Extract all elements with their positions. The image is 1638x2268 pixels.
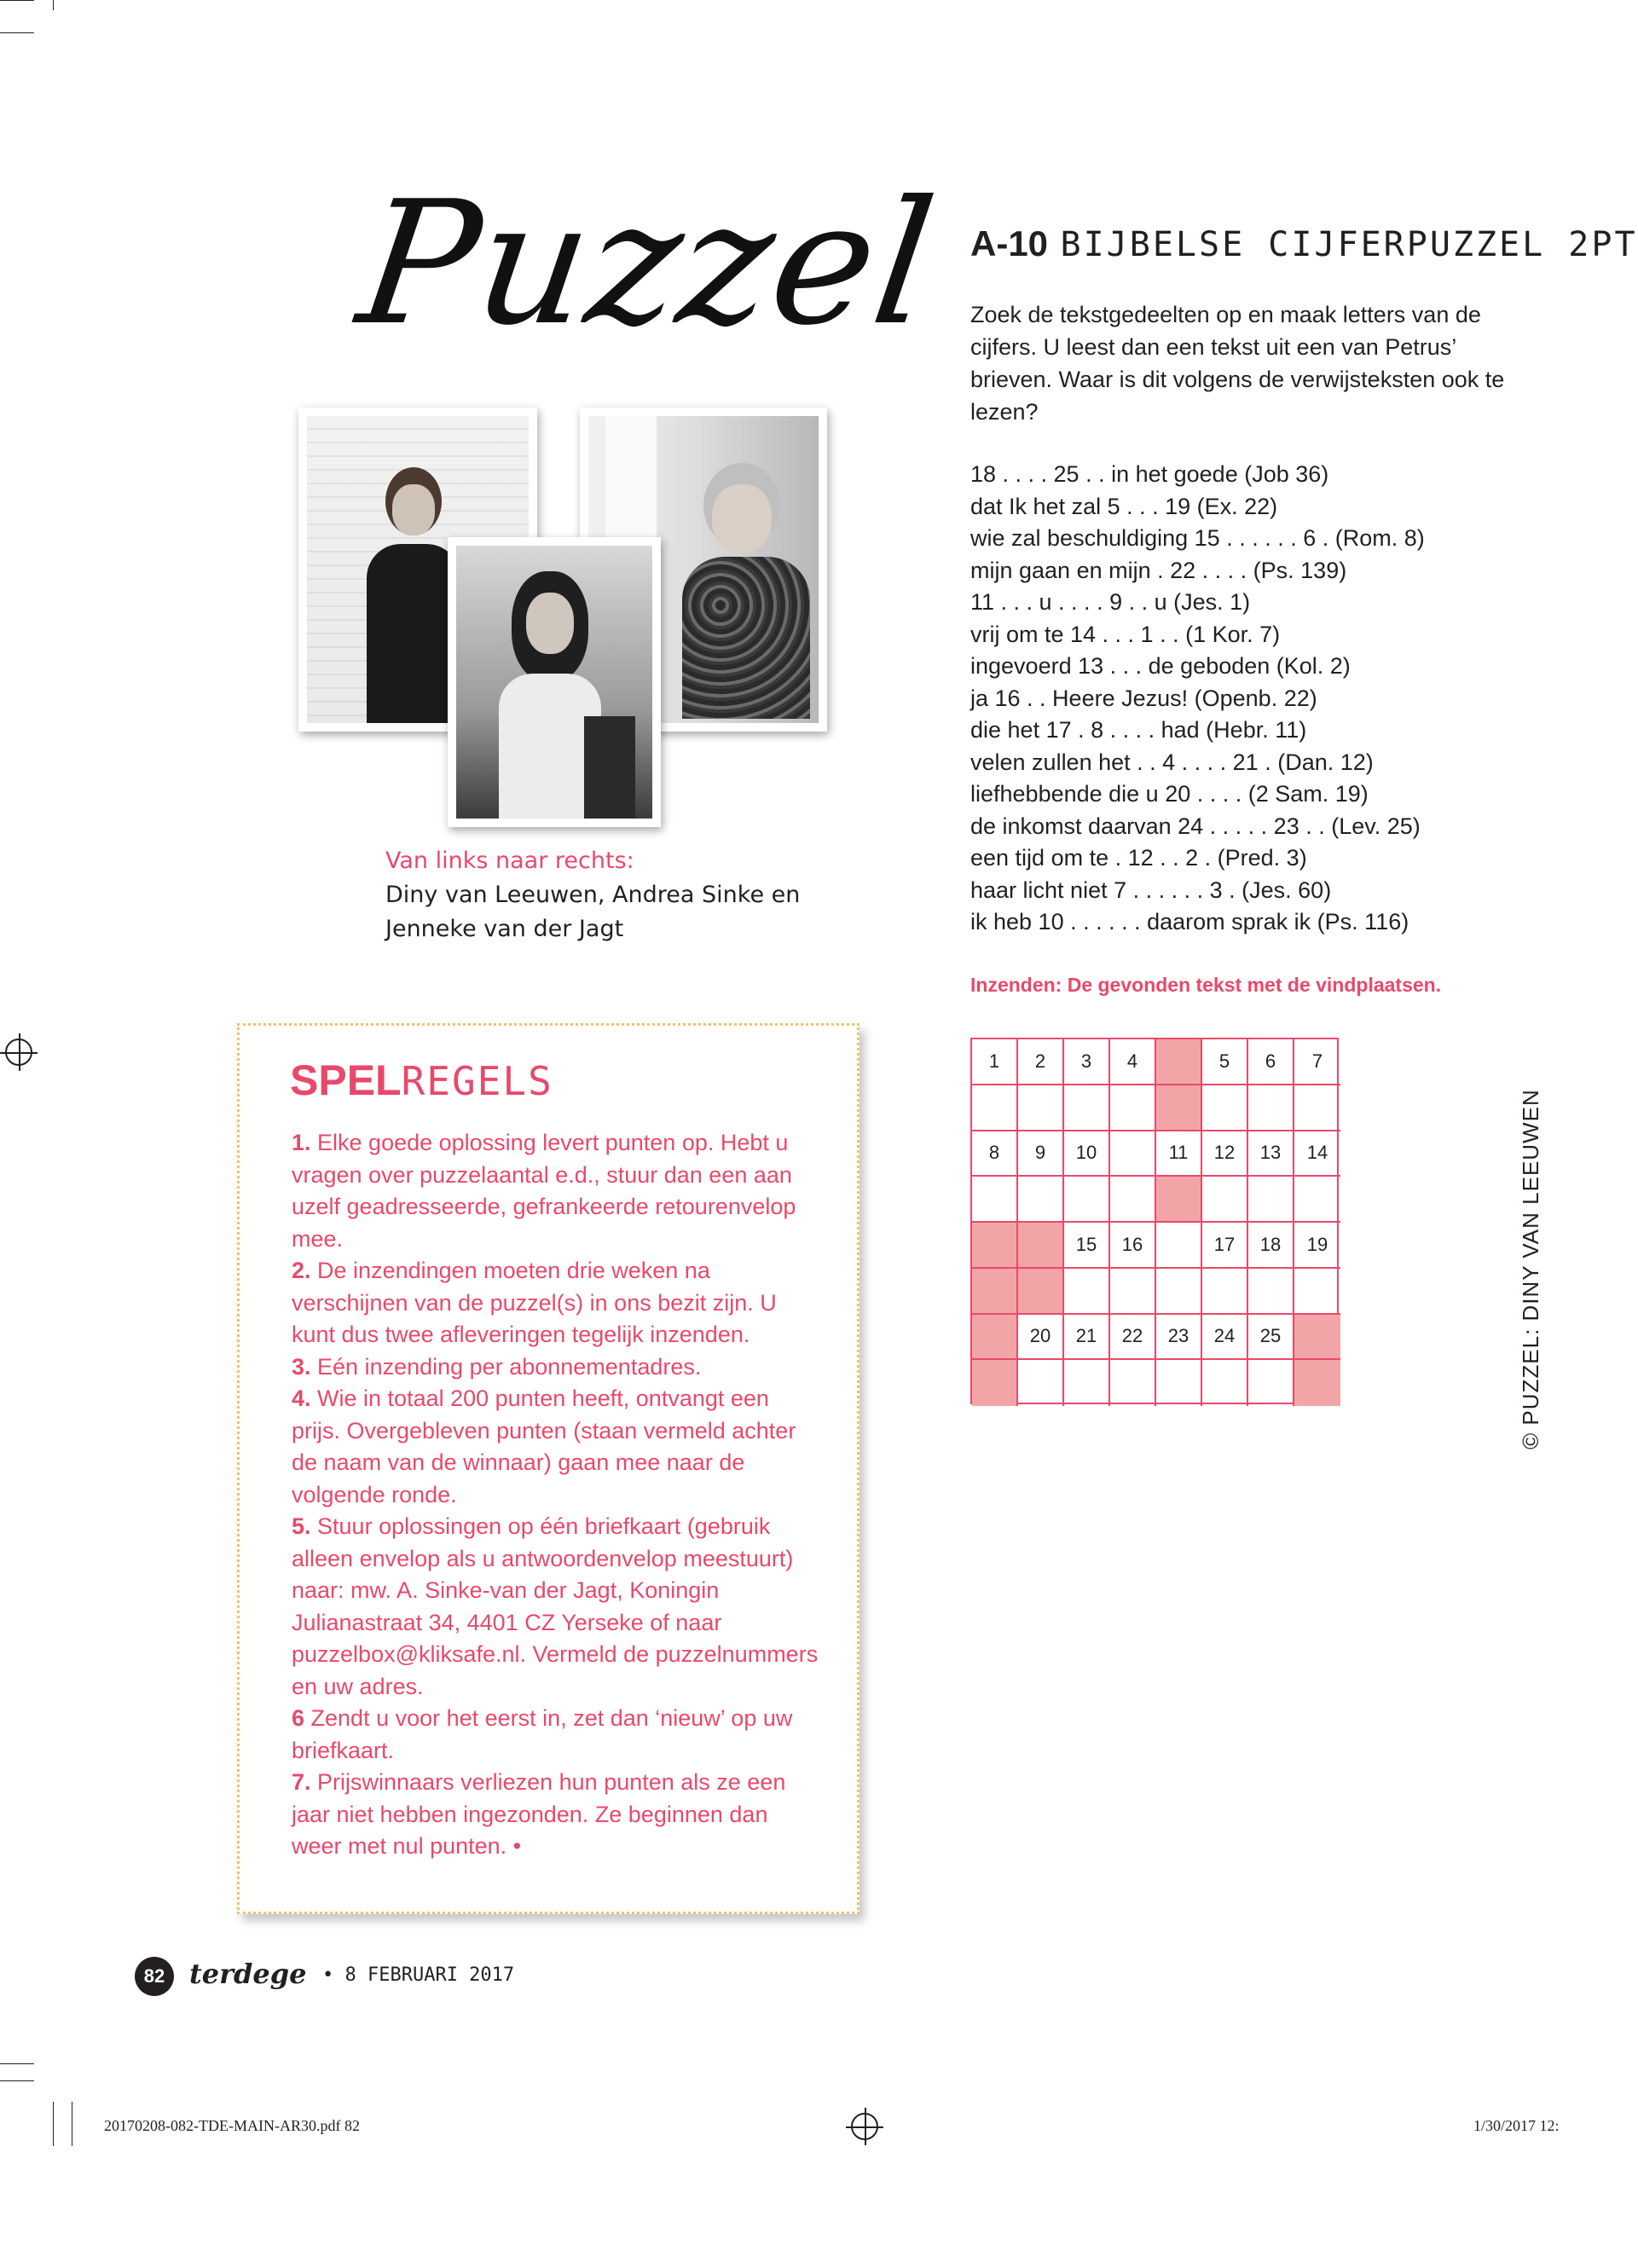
rule-text: Wie in totaal 200 punten heeft, ontvangt een prijs. Overgebleven punten (staan vermeld achter de naam van de winnaar) gaan mee naar de volgende ronde. xyxy=(292,1386,796,1507)
grid-cell: 20 xyxy=(1018,1315,1064,1361)
clue-line: de inkomst daarvan 24 . . . . . 23 . . (Lev. 25) xyxy=(970,813,1421,839)
rule-item xyxy=(292,1383,820,1511)
grid-cell xyxy=(972,1177,1018,1223)
page-title: Puzzel xyxy=(348,165,946,363)
clue-line: vrij om te 14 . . . 1 . . (1 Kor. 7) xyxy=(970,621,1281,647)
rules-list xyxy=(292,1127,820,1863)
grid-cell xyxy=(1248,1085,1294,1131)
grid-cell: 12 xyxy=(1202,1131,1248,1177)
grid-cell: 5 xyxy=(1202,1039,1248,1085)
grid-cell: 18 xyxy=(1248,1223,1294,1269)
rule-item xyxy=(292,1703,820,1767)
crop-mark xyxy=(53,0,54,10)
rule-item xyxy=(292,1511,820,1703)
crop-mark xyxy=(53,2102,54,2146)
clue-line: mijn gaan en mijn . 22 . . . . (Ps. 139) xyxy=(970,557,1347,583)
puzzle-grid xyxy=(970,1038,1339,1404)
grid-cell xyxy=(1156,1269,1202,1315)
rule-item xyxy=(292,1767,820,1863)
grid-cell xyxy=(1110,1177,1156,1223)
rule-text: De inzendingen moeten drie weken na verschijnen van de puzzel(s) in ons bezit zijn. U kunt dus twee afleveringen tegelijk inzenden. xyxy=(292,1258,777,1347)
grid-cell-shaded xyxy=(1156,1177,1202,1223)
grid-cell xyxy=(1248,1269,1294,1315)
grid-cell: 8 xyxy=(972,1131,1018,1177)
grid-cell xyxy=(1018,1360,1064,1406)
crop-mark xyxy=(0,2063,34,2064)
crop-mark xyxy=(0,2080,34,2081)
puzzle-name: BIJBELSE CIJFERPUZZEL 2PT xyxy=(1060,225,1638,264)
grid-cell xyxy=(1064,1085,1110,1131)
photo-person xyxy=(367,467,460,723)
grid-cell xyxy=(1294,1085,1340,1131)
rule-text: Zendt u voor het eerst in, zet dan ‘nieuw’ op uw briefkaart. xyxy=(292,1705,793,1763)
rule-text: Elke goede oplossing levert punten op. Hebt u vragen over puzzelaantal e.d., stuur dan een aan uzelf geadresseerde, gefrankeerde retourenvelop mee. xyxy=(292,1130,796,1252)
grid-cell-shaded xyxy=(972,1269,1018,1315)
grid-cell: 19 xyxy=(1294,1223,1340,1269)
grid-cell xyxy=(1248,1177,1294,1223)
grid-cell: 14 xyxy=(1294,1131,1340,1177)
grid-cell xyxy=(1064,1269,1110,1315)
grid-cell xyxy=(1202,1360,1248,1406)
grid-cell: 4 xyxy=(1110,1039,1156,1085)
rule-number: 3. xyxy=(292,1353,311,1380)
grid-cell xyxy=(1110,1360,1156,1406)
clue-line: wie zal beschuldiging 15 . . . . . . 6 . (Rom. 8) xyxy=(970,525,1425,551)
photo-person xyxy=(482,571,627,819)
photo-caption xyxy=(385,844,829,946)
grid-cell xyxy=(1110,1269,1156,1315)
clue-line: 18 . . . . 25 . . in het goede (Job 36) xyxy=(970,461,1329,487)
grid-cell: 11 xyxy=(1156,1131,1202,1177)
grid-cell xyxy=(1156,1360,1202,1406)
clue-line: 11 . . . u . . . . 9 . . u (Jes. 1) xyxy=(970,589,1251,615)
rules-title-light: REGELS xyxy=(401,1058,553,1104)
grid-cell: 6 xyxy=(1248,1039,1294,1085)
grid-cell: 24 xyxy=(1202,1315,1248,1361)
grid-cell-shaded xyxy=(1018,1223,1064,1269)
grid-cell: 22 xyxy=(1110,1315,1156,1361)
grid-cell-shaded xyxy=(972,1315,1018,1361)
grid-cell: 9 xyxy=(1018,1131,1064,1177)
grid-cell: 3 xyxy=(1064,1039,1110,1085)
rule-item xyxy=(292,1255,820,1351)
grid-cell xyxy=(1018,1177,1064,1223)
clue-line: een tijd om te . 12 . . 2 . (Pred. 3) xyxy=(970,845,1307,871)
rule-text: Prijswinnaars verliezen hun punten als ze een jaar niet hebben ingezonden. Ze beginnen dan weer met nul punten. • xyxy=(292,1769,786,1859)
clue-line: ik heb 10 . . . . . . daarom sprak ik (Ps. 116) xyxy=(970,909,1409,934)
rules-title xyxy=(290,1056,553,1105)
rule-text: Stuur oplossingen op één briefkaart (gebruik alleen envelop als u antwoordenvelop meestuurt) naar: mw. A. Sinke-van der Jagt, Koningin Julianastraat 34, 4401 CZ Yerseke of naar puzzelbox@kliksafe.nl. Vermeld de puzzelnummers en uw adres. xyxy=(292,1513,819,1699)
grid-cell: 7 xyxy=(1294,1039,1340,1085)
grid-cell-shaded xyxy=(1294,1360,1340,1406)
submit-instructions: Inzenden: De gevonden tekst met de vindplaatsen. xyxy=(970,974,1442,996)
rules-title-bold: SPEL xyxy=(290,1056,402,1104)
clue-line: haar licht niet 7 . . . . . . 3 . (Jes. 60) xyxy=(970,877,1332,903)
rule-number: 2. xyxy=(292,1258,311,1283)
page-number: 82 xyxy=(135,1957,174,1996)
grid-cell-shaded xyxy=(1156,1039,1202,1085)
grid-cell: 16 xyxy=(1110,1223,1156,1269)
clue-line: velen zullen het . . 4 . . . . 21 . (Dan. 12) xyxy=(970,749,1374,775)
grid-cell: 10 xyxy=(1064,1131,1110,1177)
grid-cell xyxy=(1156,1223,1202,1269)
grid-cell: 1 xyxy=(972,1039,1018,1085)
grid-cell: 21 xyxy=(1064,1315,1110,1361)
clue-line: ingevoerd 13 . . . de geboden (Kol. 2) xyxy=(970,653,1351,679)
grid-cell xyxy=(1248,1360,1294,1406)
grid-cell-shaded xyxy=(972,1360,1018,1406)
grid-cell xyxy=(1018,1085,1064,1131)
grid-cell xyxy=(1294,1177,1340,1223)
rule-number: 4. xyxy=(292,1386,311,1411)
grid-cell xyxy=(1064,1177,1110,1223)
grid-cell xyxy=(1202,1269,1248,1315)
puzzle-credit: © PUZZEL: DINY VAN LEEUWEN xyxy=(1518,1089,1543,1449)
registration-mark xyxy=(851,2113,878,2140)
puzzle-code: A-10 xyxy=(970,223,1049,263)
grid-cell-shaded xyxy=(972,1223,1018,1269)
issue-date: • 8 FEBRUARI 2017 xyxy=(322,1964,515,1986)
rule-item xyxy=(292,1351,820,1384)
grid-cell xyxy=(1294,1269,1340,1315)
grid-cell xyxy=(1110,1131,1156,1177)
grid-cell: 15 xyxy=(1064,1223,1110,1269)
caption-names: Diny van Leeuwen, Andrea Sinke en Jenneke van der Jagt xyxy=(385,882,801,942)
rule-item xyxy=(292,1127,820,1255)
grid-cell-shaded xyxy=(1294,1315,1340,1361)
puzzle-intro: Zoek de tekstgedeelten op en maak letters van de cijfers. U leest dan een tekst uit een van Petrus’ brieven. Waar is dit volgens de verwijsteksten ook te lezen? xyxy=(970,302,1505,425)
clue-list xyxy=(970,459,1516,939)
rule-number: 6 xyxy=(292,1705,305,1731)
grid-cell-shaded xyxy=(1018,1269,1064,1315)
grid-cell xyxy=(1110,1085,1156,1131)
grid-cell-shaded xyxy=(1156,1085,1202,1131)
grid-cell: 2 xyxy=(1018,1039,1064,1085)
clue-line: dat Ik het zal 5 . . . 19 (Ex. 22) xyxy=(970,493,1278,519)
rule-text: Eén inzending per abonnementadres. xyxy=(310,1353,702,1380)
rule-number: 7. xyxy=(292,1769,311,1795)
photo-person xyxy=(682,463,810,719)
puzzle-heading xyxy=(970,223,1638,264)
rule-number: 1. xyxy=(292,1130,311,1155)
clue-line: ja 16 . . Heere Jezus! (Openb. 22) xyxy=(970,685,1317,711)
file-slug: 20170208-082-TDE-MAIN-AR30.pdf 82 xyxy=(104,2117,360,2134)
magazine-name: terdege xyxy=(189,1958,307,1990)
grid-cell xyxy=(1202,1177,1248,1223)
grid-cell: 23 xyxy=(1156,1315,1202,1361)
rule-number: 5. xyxy=(292,1513,311,1539)
grid-cell: 17 xyxy=(1202,1223,1248,1269)
grid-cell: 25 xyxy=(1248,1315,1294,1361)
crop-mark xyxy=(0,0,34,1)
registration-mark xyxy=(5,1039,32,1066)
photo-andrea xyxy=(448,537,661,827)
grid-cell xyxy=(1202,1085,1248,1131)
clue-line: liefhebbende die u 20 . . . . (2 Sam. 19) xyxy=(970,781,1369,807)
clue-line: die het 17 . 8 . . . . had (Hebr. 11) xyxy=(970,717,1307,743)
caption-label: Van links naar rechts: xyxy=(385,848,634,874)
grid-cell: 13 xyxy=(1248,1131,1294,1177)
crop-mark xyxy=(0,32,34,33)
grid-cell xyxy=(972,1085,1018,1131)
grid-cell xyxy=(1064,1360,1110,1406)
slug-date: 1/30/2017 12: xyxy=(1473,2117,1560,2134)
